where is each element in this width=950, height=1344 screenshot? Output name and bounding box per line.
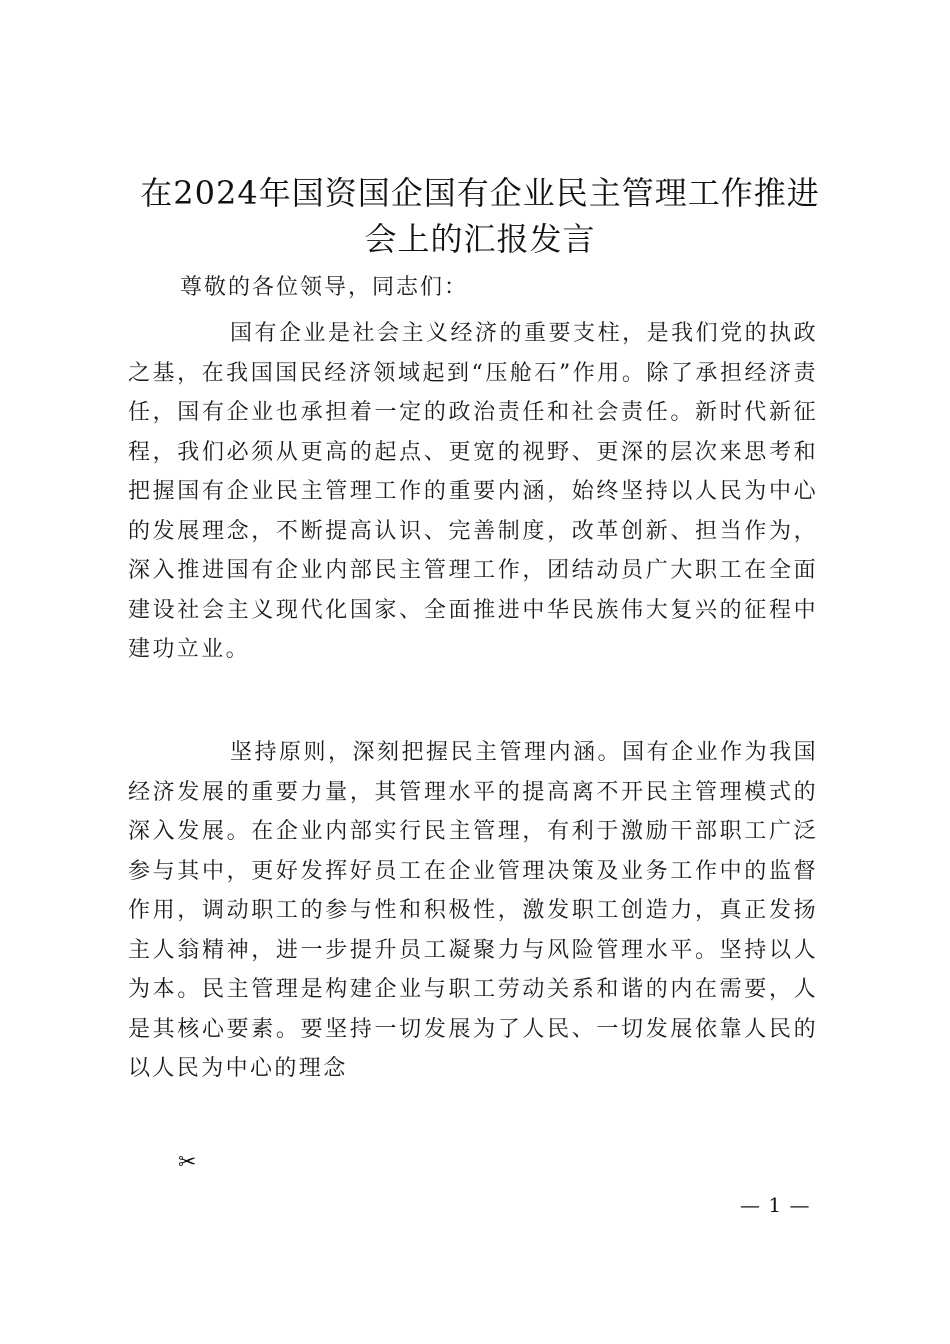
salutation: 尊敬的各位领导，同志们： (180, 275, 469, 300)
page-number: — 1 — (740, 1193, 811, 1217)
paragraph-principles: 坚持原则，深刻把握民主管理内涵。国有企业作为我国经济发展的重要力量，其管理水平的提高离不开民主管理模式的深入发展。在企业内部实行民主管理，有利于激励干部职工广泛参与其中，更好发挥好员工在企业管理决策及业务工作中的监督作用，调动职工的参与性和积极性，激发职工创造力，真正发扬主人翁精神，进一步提升员工凝聚力与风险管理水平。坚持以人为本。民主管理是构建企业与职工劳动关系和谐的内在需要，人是其核心要素。要坚持一切发展为了人民、一切发展依靠人民的以人民为中心的理念 (128, 740, 818, 1081)
paragraph-intro: 国有企业是社会主义经济的重要支柱，是我们党的执政之基，在我国国民经济领域起到“压舱石”作用。除了承担经济责任，国有企业也承担着一定的政治责任和社会责任。新时代新征程，我们必须从更高的起点、更宽的视野、更深的层次来思考和把握国有企业民主管理工作的重要内涵，始终坚持以人民为中心的发展理念，不断提高认识、完善制度，改革创新、担当作为，深入推进国有企业内部民主管理工作，团结动员广大职工在全面建设社会主义现代化国家、全面推进中华民族伟大复兴的征程中建功立业。 (128, 321, 818, 662)
scissors-icon: ✂ (178, 1150, 197, 1175)
document-title: 在2024年国资国企国有企业民主管理工作推进会上的汇报发言 (140, 174, 820, 258)
